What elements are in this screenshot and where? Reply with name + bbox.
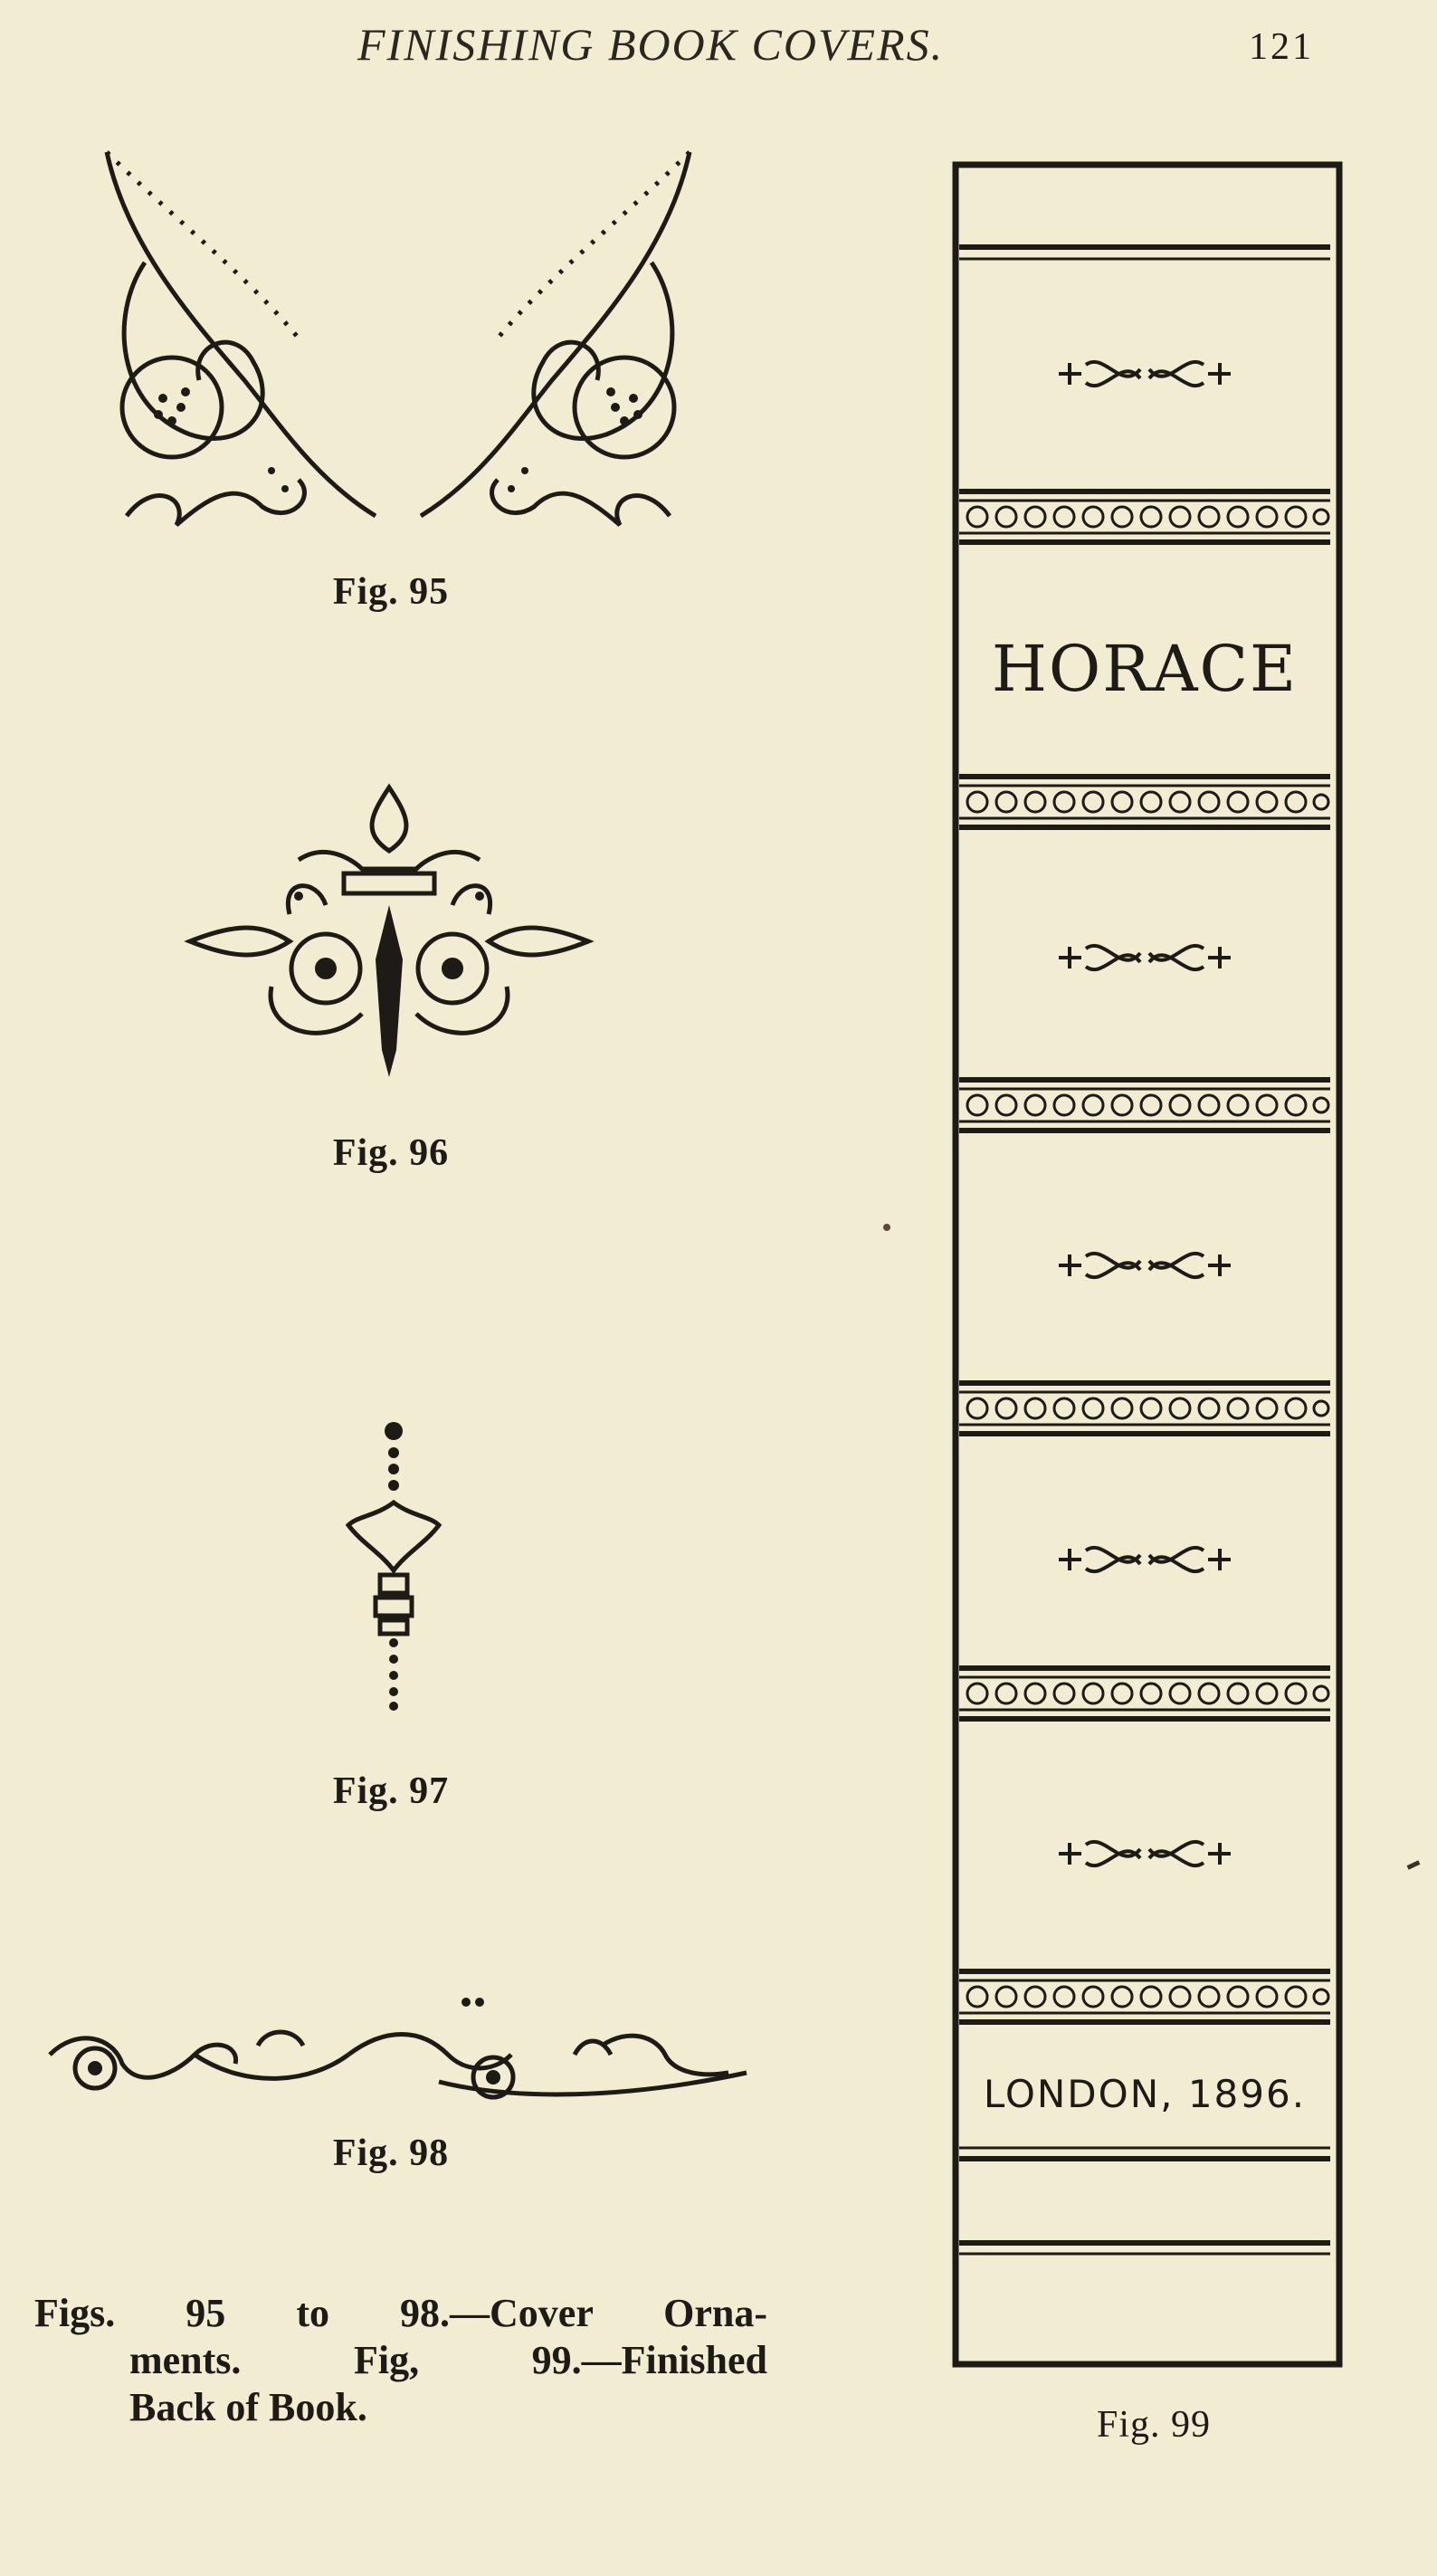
caption-line-2: ments. Fig, 99.—Finished (129, 2338, 767, 2382)
fig97-caption: Fig. 97 (332, 1770, 450, 1812)
fig96-ornament (181, 778, 597, 1086)
page-number: 121 (1249, 26, 1314, 68)
fig98-ornament (41, 1991, 756, 2118)
figure-caption-text (34, 2290, 767, 2431)
fig99-caption: Fig. 99 (1096, 2404, 1212, 2446)
caption-line-1: Figs. 95 to 98.—Cover Orna- (34, 2291, 767, 2335)
fig96-caption: Fig. 96 (332, 1132, 450, 1174)
fig95-ornament (90, 136, 706, 543)
fig98-caption: Fig. 98 (332, 2132, 450, 2174)
spine-imprint: LONDON, 1896. (983, 2072, 1307, 2116)
scan-speck (883, 1224, 890, 1231)
fig99-book-spine (950, 161, 1348, 2370)
running-header: FINISHING BOOK COVERS. (357, 19, 945, 70)
scan-speck (1407, 1860, 1421, 1869)
fig95-caption: Fig. 95 (332, 571, 450, 613)
fig97-ornament (339, 1417, 448, 1715)
caption-line-3: Back of Book. (129, 2385, 367, 2429)
spine-title: HORACE (991, 632, 1299, 706)
